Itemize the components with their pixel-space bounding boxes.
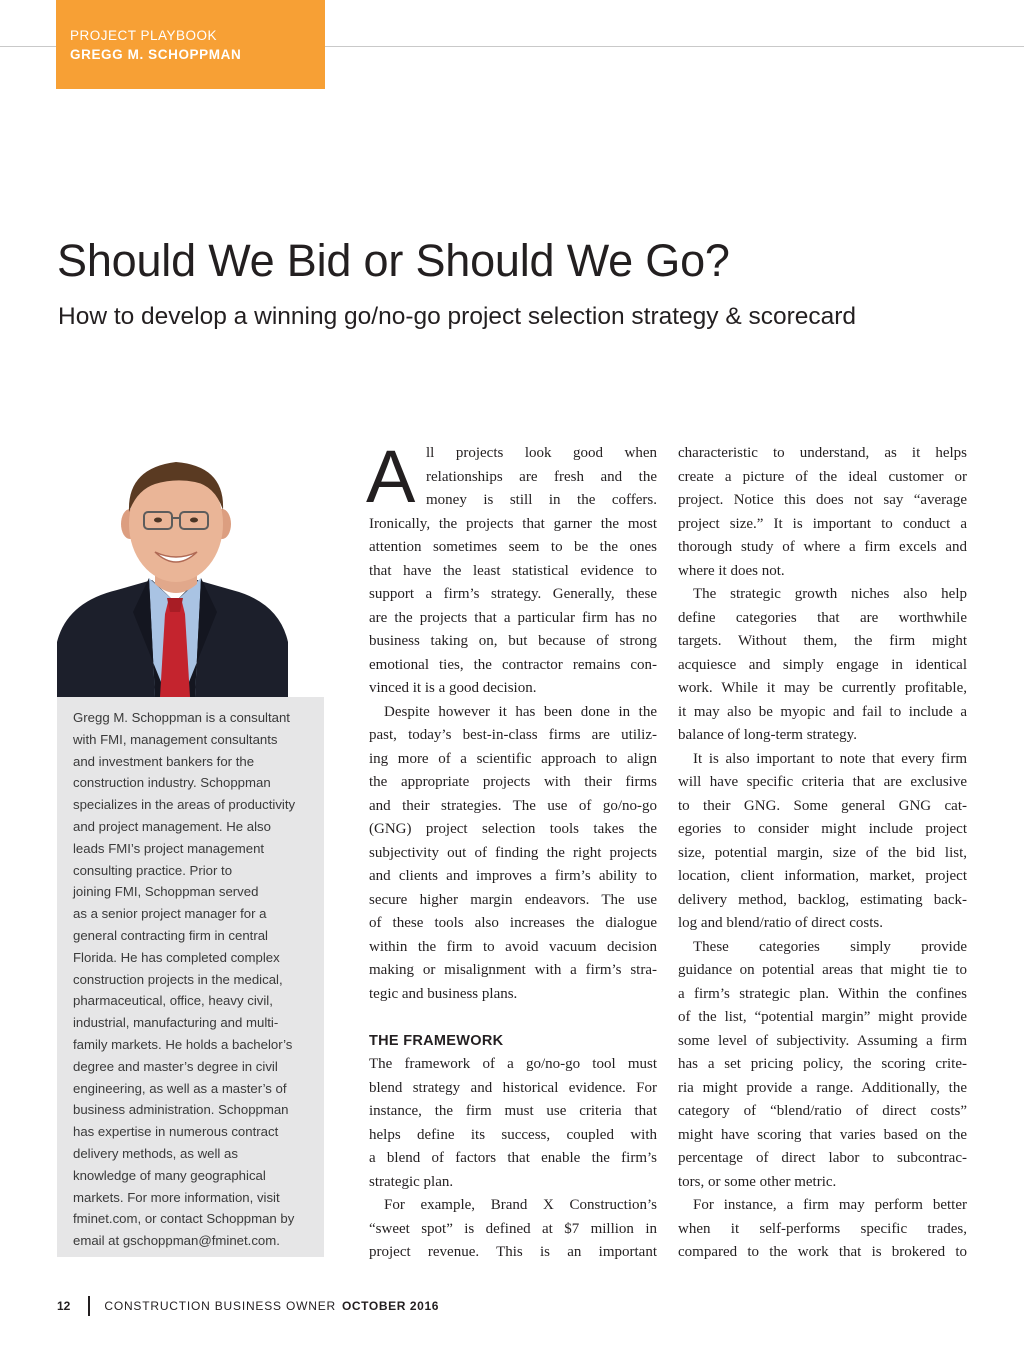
bio-line: with FMI, management consultants — [73, 731, 278, 747]
text-line: project. Notice this does not say “average — [678, 492, 967, 508]
text-line: and clients and improves a firm’s ability to — [369, 868, 657, 884]
section-heading: THE FRAMEWORK — [369, 1032, 504, 1049]
text-line: The framework of a go/no-go tool must — [369, 1056, 657, 1072]
text-line: the appropriate projects with their firms — [369, 774, 657, 790]
text-line: guidance on potential areas that might tie to — [678, 962, 967, 978]
text-line: might have scoring that varies based on the — [678, 1126, 967, 1143]
text-line: targets. Without them, the firm might — [678, 633, 967, 649]
bio-line: business administration. Schoppman — [73, 1102, 289, 1118]
text-line: percentage of direct labor to subcontrac- — [678, 1150, 967, 1166]
text-line: tors, or some other metric. — [678, 1173, 837, 1190]
author-portrait-image — [57, 452, 288, 697]
bio-line: has expertise in numerous contract — [73, 1124, 279, 1140]
text-line: These categories simply provide — [693, 938, 967, 955]
text-line: helps define its success, coupled with — [369, 1126, 657, 1143]
bio-line: email at gschoppman@fminet.com. — [73, 1233, 280, 1249]
text-line: subjectivity out of finding the right projects — [369, 844, 657, 861]
text-line: some level of subjectivity. Assuming a firm — [678, 1032, 967, 1049]
text-line: within the firm to avoid vacuum decision — [369, 938, 657, 955]
text-line: location, client information, market, project — [678, 868, 967, 884]
text-line: of these tools also increases the dialogue — [369, 915, 657, 931]
article-subtitle: How to develop a winning go/no-go project selection strategy & scorecard — [58, 303, 857, 330]
text-line: instance, the firm must use criteria that — [369, 1103, 657, 1119]
bio-line: as a senior project manager for a — [73, 906, 267, 922]
text-line: For example, Brand X Construction’s — [384, 1197, 657, 1213]
page-number: 12 — [57, 1299, 71, 1313]
bio-line: and investment bankers for the — [73, 753, 255, 769]
section-kicker: PROJECT PLAYBOOK — [70, 28, 218, 43]
text-line: past, today’s best-in-class firms are utiliz- — [369, 727, 657, 743]
text-line: has a set pricing policy, the scoring crite- — [678, 1056, 967, 1072]
issue-date: OCTOBER 2016 — [341, 1299, 439, 1313]
text-line: secure higher margin endeavors. The use — [369, 891, 657, 908]
text-line: log and blend/ratio of direct costs. — [678, 915, 883, 931]
text-line: “sweet spot” is defined at $7 million in — [369, 1220, 657, 1237]
bio-line: general contracting firm in central — [73, 927, 268, 943]
text-line: characteristic to understand, as it helps — [678, 445, 967, 461]
text-line: (GNG) project selection tools takes the — [369, 821, 657, 837]
section-tab — [56, 0, 325, 89]
text-line: For instance, a firm may perform better — [693, 1197, 967, 1213]
text-line: The strategic growth niches also help — [693, 586, 967, 602]
text-line: emotional ties, the contractor remains con- — [369, 656, 657, 673]
text-line: tegic and business plans. — [369, 985, 518, 1002]
text-line: Ironically, the projects that garner the most — [369, 515, 657, 532]
text-line: acquiesce and simply engage in identical — [678, 656, 967, 673]
bio-line: knowledge of many geographical — [73, 1167, 266, 1183]
text-line: when it self-performs specific trades, — [678, 1220, 967, 1237]
bio-line: construction projects in the medical, — [73, 971, 283, 987]
page-footer — [57, 1294, 439, 1318]
text-line: relationships are fresh and the — [426, 468, 657, 485]
text-line: that have the least statistical evidence to — [369, 562, 657, 579]
text-line: define categories that are worthwhile — [678, 609, 967, 626]
text-line: to their GNG. Some general GNG cat- — [678, 797, 967, 814]
text-line: delivery method, backlog, estimating back- — [678, 891, 967, 908]
article-title: Should We Bid or Should We Go? — [57, 235, 730, 286]
text-line: vinced it is a good decision. — [369, 680, 537, 696]
text-line: strategic plan. — [369, 1173, 454, 1190]
text-line: are the projects that a particular firm has no — [369, 609, 657, 626]
text-line: compared to the work that is brokered to — [678, 1244, 967, 1260]
bio-line: Florida. He has completed complex — [73, 949, 280, 965]
bio-line: and project management. He also — [73, 818, 271, 834]
text-line: attention sometimes seem to be the ones — [369, 539, 657, 555]
column-1-continued-text — [369, 1053, 657, 1265]
text-line: It is also important to note that every firm — [693, 750, 967, 767]
text-line: money is still in the coffers. — [426, 492, 657, 508]
bio-text — [73, 707, 316, 1252]
body-column-2 — [678, 442, 967, 1265]
column-2-text — [678, 442, 967, 1265]
text-line: where it does not. — [678, 562, 785, 579]
spacer — [369, 1006, 657, 1030]
bio-line: degree and master’s degree in civil — [73, 1058, 278, 1074]
text-line: a blend of factors that enable the firm’s — [369, 1150, 657, 1166]
bio-line: engineering, as well as a master’s of — [73, 1080, 287, 1096]
bio-line: delivery methods, as well as — [73, 1145, 238, 1161]
text-line: project size.” It is important to conduct a — [678, 515, 967, 532]
text-line: Despite however it has been done in the — [384, 703, 657, 720]
bio-line: fminet.com, or contact Schoppman by — [73, 1211, 295, 1227]
drop-cap: A — [366, 435, 416, 518]
bio-line: markets. For more information, visit — [73, 1189, 280, 1205]
text-line: support a firm’s strategy. Generally, these — [369, 586, 657, 602]
bio-line: family markets. He holds a bachelor’s — [73, 1036, 293, 1052]
text-line: balance of long-term strategy. — [678, 727, 857, 743]
text-line: it may also be myopic and fail to include a — [678, 703, 967, 720]
text-line: ing more of a scientific approach to align — [369, 750, 657, 767]
column-1-text — [369, 442, 657, 1006]
text-line: project revenue. This is an important — [369, 1244, 657, 1260]
text-line: ria might provide a range. Additionally, the — [678, 1079, 967, 1096]
bio-line: leads FMI’s project management — [73, 840, 265, 856]
text-line: create a picture of the ideal customer or — [678, 468, 967, 485]
text-line: of the list, “potential margin” might provide — [678, 1009, 967, 1025]
bio-line: industrial, manufacturing and multi- — [73, 1015, 279, 1031]
publication-name: CONSTRUCTION BUSINESS OWNER — [104, 1299, 336, 1313]
text-line: blend strategy and historical evidence. For — [369, 1079, 657, 1096]
text-line: egories to consider might include project — [678, 821, 967, 837]
author-bio — [57, 697, 324, 1257]
text-line: thorough study of where a firm excels and — [678, 539, 967, 555]
text-line: business taking on, but because of strong — [369, 633, 657, 649]
text-line: a firm’s strategic plan. Within the confines — [678, 985, 967, 1002]
author-photo — [57, 452, 288, 697]
text-line: and their strategies. The use of go/no-go — [369, 797, 657, 814]
text-line: work. While it may be currently profitable, — [678, 680, 967, 696]
text-line: will have specific criteria that are exclusive — [678, 774, 967, 790]
body-column-1 — [366, 435, 657, 1265]
text-line: category of “blend/ratio of direct costs” — [678, 1103, 967, 1119]
text-line: ll projects look good when — [426, 445, 657, 461]
author-byline: GREGG M. SCHOPPMAN — [70, 47, 242, 62]
text-line: making or misalignment with a firm’s stra- — [369, 962, 657, 978]
bio-line: Gregg M. Schoppman is a consultant — [73, 710, 290, 725]
bio-line: pharmaceutical, office, heavy civil, — [73, 993, 273, 1009]
footer-divider — [88, 1296, 90, 1316]
bio-line: construction industry. Schoppman — [73, 775, 271, 791]
bio-line: specializes in the areas of productivity — [73, 797, 296, 813]
bio-line: joining FMI, Schoppman served — [73, 884, 259, 900]
bio-line: consulting practice. Prior to — [73, 862, 233, 878]
text-line: size, potential margin, size of the bid list, — [678, 844, 967, 861]
